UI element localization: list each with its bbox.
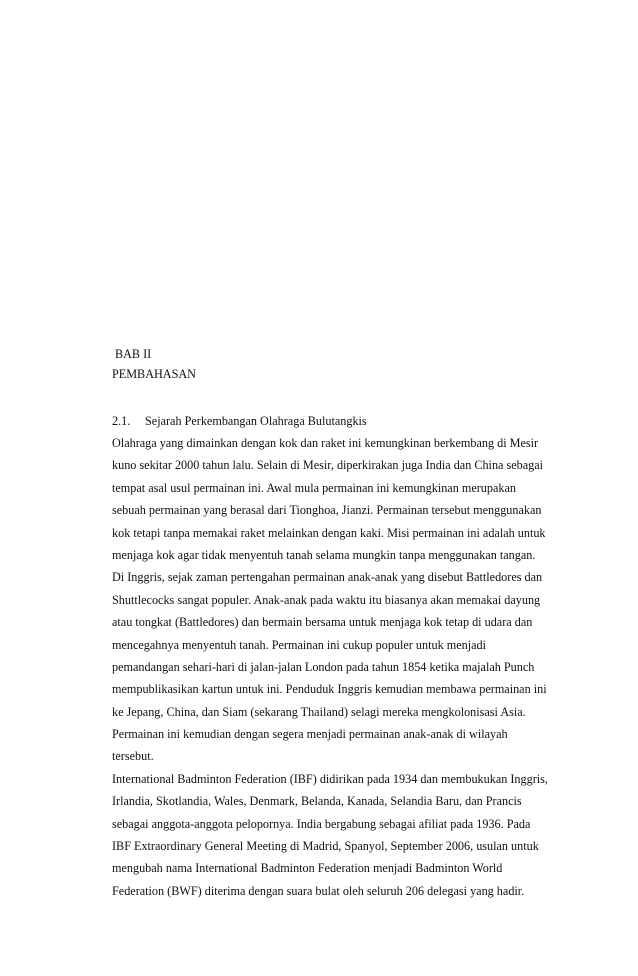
text-line: pemandangan sehari-hari di jalan-jalan London pada tahun 1854 ketika majalah Punch: [112, 659, 535, 674]
text-line: atau tongkat (Battledores) dan bermain bersama untuk menjaga kok tetap di udara dan: [112, 615, 533, 630]
section-number: 2.1.: [112, 414, 131, 428]
text-line: International Badminton Federation (IBF) didirikan pada 1934 dan membukukan Inggris,: [112, 771, 548, 786]
text-line: kok tetapi tanpa memakai raket melainkan dengan kaki. Misi permainan ini adalah untuk: [112, 525, 546, 540]
text-line: Permainan ini kemudian dengan segera menjadi permainan anak-anak di wilayah: [112, 727, 508, 742]
document-body: [112, 344, 572, 902]
section-title: Sejarah Perkembangan Olahraga Bulutangkis: [145, 414, 367, 428]
text-line: mempublikasikan kartun untuk ini. Penduduk Inggris kemudian membawa permainan ini: [112, 682, 547, 697]
text-line: Shuttlecocks sangat populer. Anak-anak pada waktu itu biasanya akan memakai dayung: [112, 592, 541, 607]
text-line: Federation (BWF) diterima dengan suara bulat oleh seluruh 206 delegasi yang hadir.: [112, 883, 525, 898]
text-line: Olahraga yang dimainkan dengan kok dan raket ini kemungkinan berkembang di Mesir: [112, 436, 539, 450]
text-line: mengubah nama International Badminton Federation menjadi Badminton World: [112, 861, 503, 876]
section-heading: [112, 410, 572, 432]
text-line: Di Inggris, sejak zaman pertengahan permainan anak-anak yang disebut Battledores dan: [112, 570, 543, 585]
text-line: sebagai anggota-anggota pelopornya. India bergabung sebagai afiliat pada 1936. Pada: [112, 816, 531, 831]
text-line: ke Jepang, China, dan Siam (sekarang Thailand) selagi mereka mengkolonisasi Asia.: [112, 704, 526, 719]
text-line: IBF Extraordinary General Meeting di Madrid, Spanyol, September 2006, usulan untuk: [112, 839, 539, 854]
text-line: Irlandia, Skotlandia, Wales, Denmark, Belanda, Kanada, Selandia Baru, dan Prancis: [112, 794, 522, 809]
text-line: menjaga kok agar tidak menyentuh tanah selama mungkin tanpa menggunakan tangan.: [112, 547, 536, 562]
text-line: kuno sekitar 2000 tahun lalu. Selain di Mesir, diperkirakan juga India dan China sebagai: [112, 458, 544, 473]
paragraph-text: [112, 432, 572, 902]
chapter-title: PEMBAHASAN: [112, 367, 196, 381]
text-line: sebuah permainan yang berasal dari Tionghoa, Jianzi. Permainan tersebut menggunakan: [112, 503, 542, 518]
spacer: [112, 384, 572, 410]
text-line: tersebut.: [112, 749, 154, 764]
chapter-label: BAB II: [115, 347, 152, 361]
text-line: tempat asal usul permainan ini. Awal mula permainan ini kemungkinan merupakan: [112, 480, 517, 495]
text-line: mencegahnya menyentuh tanah. Permainan ini cukup populer untuk menjadi: [112, 637, 486, 652]
